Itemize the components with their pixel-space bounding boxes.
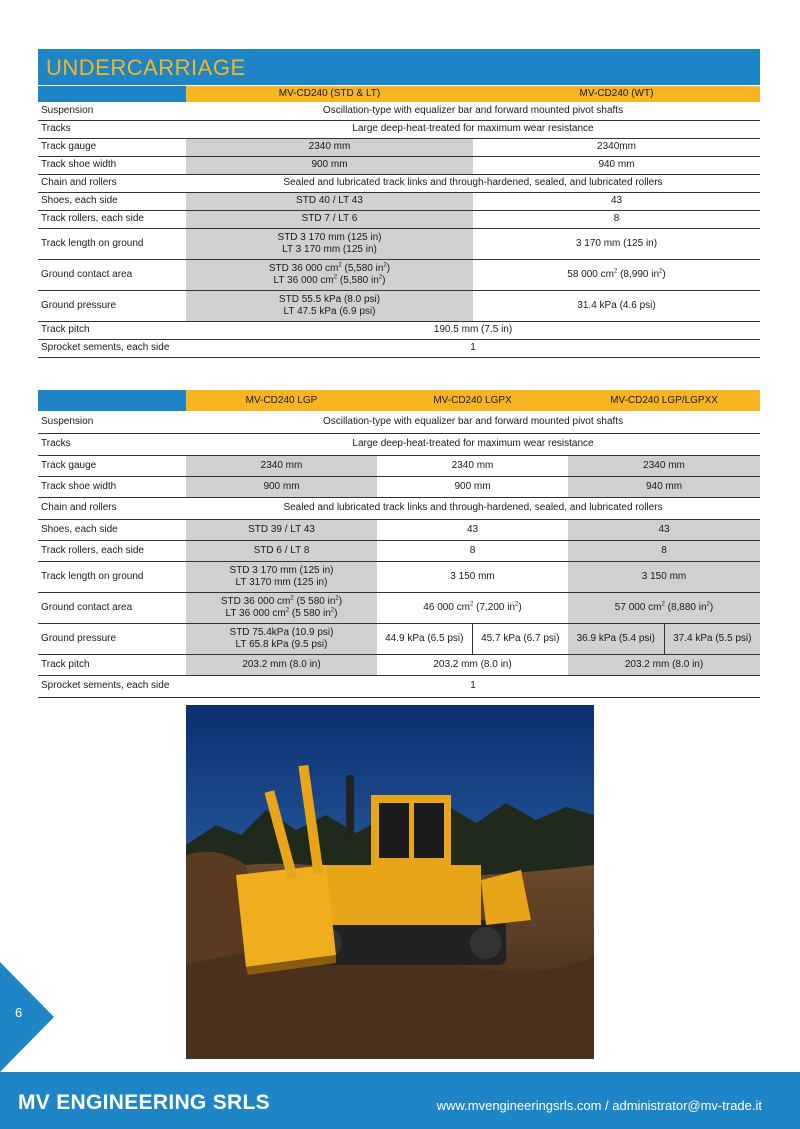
table-row (38, 675, 760, 697)
cell-value: 43 (473, 192, 760, 210)
row-label: Track length on ground (38, 561, 186, 592)
value-text: ) (334, 607, 338, 619)
undercarriage-table-lgp (38, 390, 760, 698)
table-row (38, 540, 760, 561)
cell-value: 3 170 mm (125 in) (473, 228, 760, 259)
exponent: 2 (613, 268, 618, 275)
cell-value (186, 259, 473, 290)
cell-value: 900 mm (186, 476, 377, 497)
table-row (38, 228, 760, 259)
exponent: 2 (290, 595, 294, 602)
exponent: 2 (338, 262, 342, 269)
value-text: 57 000 cm (614, 601, 662, 613)
cell-value: 3 150 mm (377, 561, 568, 592)
table-row (38, 476, 760, 497)
row-label: Track length on ground (38, 228, 186, 259)
cell-value: 1 (186, 339, 760, 357)
row-label: Track shoe width (38, 156, 186, 174)
row-label: Ground pressure (38, 623, 186, 654)
cell-value: 203.2 mm (8.0 in) (568, 654, 760, 675)
cell-value: Sealed and lubricated track links and through-hardened, sealed, and lubricated rollers (186, 497, 760, 519)
cell-value: 203.2 mm (8.0 in) (377, 654, 568, 675)
header-blank (38, 86, 186, 102)
table-header-row (38, 86, 760, 102)
cell-value: Sealed and lubricated track links and through-hardened, sealed, and lubricated rollers (186, 174, 760, 192)
header-model: MV-CD240 LGPX (377, 390, 568, 411)
cell-value: 37.4 kPa (5.5 psi) (664, 623, 760, 654)
value-text: ) (709, 601, 714, 613)
cell-line: STD 75.4kPa (10.9 psi) (229, 626, 334, 638)
cell-line: LT 3170 mm (125 in) (235, 576, 328, 588)
table-row (38, 290, 760, 321)
cell-value (186, 592, 377, 623)
value-text: STD 36 000 cm (268, 262, 339, 274)
cell-value: STD 7 / LT 6 (186, 210, 473, 228)
cell-value: 8 (473, 210, 760, 228)
value-text: 46 000 cm (423, 601, 470, 613)
cell-line: LT 47.5 kPa (6.9 psi) (283, 305, 376, 317)
cell-value: 900 mm (186, 156, 473, 174)
cell-line (188, 275, 471, 287)
cell-value: Oscillation-type with equalizer bar and forward mounted pivot shafts (186, 411, 760, 433)
exponent: 2 (333, 274, 338, 281)
cell-value: STD 40 / LT 43 (186, 192, 473, 210)
page-corner-tab (0, 962, 54, 1072)
cell-value: 3 150 mm (568, 561, 760, 592)
row-label: Track gauge (38, 138, 186, 156)
cell-line: STD 3 170 mm (125 in) (229, 564, 334, 576)
page-number: 6 (15, 1005, 23, 1020)
value-text: ) (518, 601, 522, 613)
exponent: 2 (706, 601, 710, 608)
section-title: UNDERCARRIAGE (46, 55, 246, 80)
header-model: MV-CD240 (STD & LT) (186, 86, 473, 102)
cell-line: LT 3 170 mm (125 in) (282, 243, 377, 255)
cell-value: 940 mm (473, 156, 760, 174)
row-label: Chain and rollers (38, 174, 186, 192)
cell-line: LT 65.8 kPa (9.5 psi) (235, 638, 328, 650)
cell-value: 900 mm (377, 476, 568, 497)
header-blank (38, 390, 186, 411)
value-text: (7,200 in (473, 601, 516, 613)
exponent: 2 (378, 274, 383, 281)
cell-value: 2340 mm (186, 138, 473, 156)
cell-value (186, 561, 377, 592)
row-label: Ground pressure (38, 290, 186, 321)
row-label: Ground contact area (38, 259, 186, 290)
table-row (38, 174, 760, 192)
row-label: Suspension (38, 411, 186, 433)
value-text: LT 36 000 cm (273, 274, 334, 286)
row-label: Sprocket sements, each side (38, 675, 186, 697)
cell-value: 940 mm (568, 476, 760, 497)
value-text: ) (382, 274, 386, 286)
value-text: (8,990 in (617, 268, 660, 280)
row-label: Track pitch (38, 654, 186, 675)
cell-value: 203.2 mm (8.0 in) (186, 654, 377, 675)
table-row (38, 192, 760, 210)
row-label: Shoes, each side (38, 519, 186, 540)
row-label: Chain and rollers (38, 497, 186, 519)
cell-line: STD 3 170 mm (125 in) (277, 231, 382, 243)
cell-value (186, 623, 377, 654)
cell-value: Large deep-heat-treated for maximum wear resistance (186, 433, 760, 455)
cell-value: Oscillation-type with equalizer bar and forward mounted pivot shafts (186, 102, 760, 120)
cell-line (188, 608, 375, 620)
row-label: Shoes, each side (38, 192, 186, 210)
cell-value: 2340 mm (186, 455, 377, 476)
table-row (38, 339, 760, 357)
value-text: ) (386, 262, 391, 274)
exponent: 2 (383, 262, 387, 269)
cell-line (188, 263, 471, 275)
cell-value: 2340mm (473, 138, 760, 156)
undercarriage-table-std (38, 86, 760, 358)
cell-value: STD 6 / LT 8 (186, 540, 377, 561)
row-label: Suspension (38, 102, 186, 120)
row-label: Track pitch (38, 321, 186, 339)
cell-value (186, 228, 473, 259)
row-label: Sprocket sements, each side (38, 339, 186, 357)
exponent: 2 (470, 601, 474, 608)
table-header-row (38, 390, 760, 411)
value-text: STD 36 000 cm (220, 595, 291, 607)
table-row (38, 120, 760, 138)
section-title-bar (38, 49, 760, 85)
row-label: Track rollers, each side (38, 210, 186, 228)
table-row (38, 654, 760, 675)
cell-value (186, 290, 473, 321)
exponent: 2 (661, 601, 665, 608)
table-row (38, 210, 760, 228)
cell-value: STD 39 / LT 43 (186, 519, 377, 540)
cell-line (188, 596, 375, 608)
cell-value: 2340 mm (377, 455, 568, 476)
header-model: MV-CD240 LGP/LGPXX (568, 390, 760, 411)
cell-value: 8 (568, 540, 760, 561)
table-row (38, 138, 760, 156)
table-row (38, 497, 760, 519)
value-text: (8,880 in (664, 601, 707, 613)
table-row (38, 561, 760, 592)
exponent: 2 (285, 607, 290, 614)
row-label: Track gauge (38, 455, 186, 476)
value-text: (5 580 in (293, 595, 336, 607)
table-row (38, 623, 760, 654)
row-label: Track shoe width (38, 476, 186, 497)
table-row (38, 321, 760, 339)
cell-value: 45.7 kPa (6.7 psi) (472, 623, 568, 654)
header-model: MV-CD240 (WT) (473, 86, 760, 102)
exponent: 2 (515, 601, 519, 608)
value-text: 58 000 cm (567, 268, 614, 280)
footer-contact-link[interactable]: www.mvengineeringsrls.com / administrator@mv-trade.it (436, 1098, 762, 1113)
table-row (38, 411, 760, 433)
cell-value (377, 592, 568, 623)
table-row (38, 592, 760, 623)
value-text: (5,580 in (341, 262, 384, 274)
bulldozer-illustration (186, 705, 594, 1059)
cell-value: 8 (377, 540, 568, 561)
table-row (38, 102, 760, 120)
exponent: 2 (330, 607, 335, 614)
table-row (38, 455, 760, 476)
bulldozer-photo (186, 705, 594, 1059)
exponent: 2 (335, 595, 339, 602)
value-text: ) (338, 595, 343, 607)
value-text: (5 580 in (289, 607, 331, 619)
table-row (38, 259, 760, 290)
table-row (38, 156, 760, 174)
cell-value: Large deep-heat-treated for maximum wear resistance (186, 120, 760, 138)
value-text: (5,580 in (337, 274, 379, 286)
cell-value: 1 (186, 675, 760, 697)
footer-bar (0, 1072, 800, 1129)
cell-value: 31.4 kPa (4.6 psi) (473, 290, 760, 321)
cell-value: 44.9 kPa (6.5 psi) (377, 623, 472, 654)
row-label: Ground contact area (38, 592, 186, 623)
row-label: Tracks (38, 120, 186, 138)
cell-value: 190.5 mm (7.5 in) (186, 321, 760, 339)
cell-value (568, 592, 760, 623)
cell-line: STD 55.5 kPa (8.0 psi) (278, 293, 381, 305)
exponent: 2 (659, 268, 663, 275)
footer-brand: MV ENGINEERING SRLS (18, 1091, 270, 1114)
cell-value: 2340 mm (568, 455, 760, 476)
cell-value (473, 259, 760, 290)
table-row (38, 519, 760, 540)
value-text: LT 36 000 cm (225, 607, 286, 619)
header-model: MV-CD240 LGP (186, 390, 377, 411)
row-label: Tracks (38, 433, 186, 455)
cell-value: 43 (568, 519, 760, 540)
cell-value: 43 (377, 519, 568, 540)
value-text: ) (662, 268, 666, 280)
cell-value: 36.9 kPa (5.4 psi) (568, 623, 664, 654)
table-row (38, 433, 760, 455)
row-label: Track rollers, each side (38, 540, 186, 561)
